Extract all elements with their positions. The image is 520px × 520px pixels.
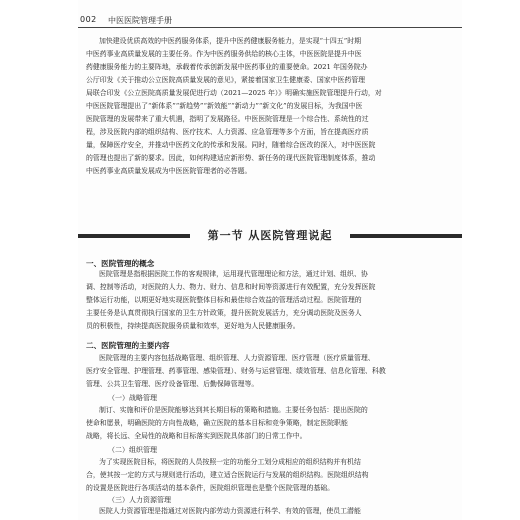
text-line: 战略，将长远、全局性的战略和目标落实到医院具体部门的日常工作中。	[86, 432, 307, 440]
text-line: 为了实现医院目标，将医院的人员按照一定的功能分工划分成相应的组织结构并有机结	[99, 458, 361, 466]
section-heading-bar	[78, 223, 462, 249]
heading-content: 二、医院管理的主要内容	[86, 341, 170, 350]
text-line: 调、控制等活动，对医院的人力、物力、财力、信息和时间等资源进行有效配置，充分发挥医院	[86, 283, 376, 291]
text-line: 整体运行功能，以期更好地实现医院整体目标和最佳综合效益的管理活动过程。医院管理的	[86, 296, 362, 304]
subheading-organization: （二）组织管理	[108, 446, 157, 454]
page-number: 002	[80, 15, 97, 24]
text-line: 公厅印发《关于推动公立医院高质量发展的意见》，紧接着国家卫生健康委、国家中医药管理	[86, 76, 366, 84]
text-line: 药健康服务能力的主要阵地，承载着传承创新发展中医药事业的重要使命。2021 年国务院办	[86, 63, 368, 71]
page-header	[78, 13, 462, 35]
section-title: 第一节 从医院管理说起	[207, 229, 333, 242]
text-line: 中医医院管理提出了“新体系”“新趋势”“新效能”“新动力”“新文化”的发展目标，为我国中医	[86, 102, 363, 110]
text-line: 员的积极性，持续提高医院服务质量和效率，更好地为人民健康服务。	[86, 322, 300, 330]
section-rule-right	[350, 234, 462, 238]
header-rule	[78, 27, 462, 28]
text-line: 局联合印发《公立医院高质量发展促进行动（2021—2025 年）》明确实施医院管理提升行动，对	[86, 89, 382, 97]
text-line: 医院管理是指根据医院工作的客观规律，运用现代管理理论和方法，通过计划、组织、协	[99, 270, 368, 278]
text-line: 中医药事业高质量发展成为中医医院管理者的必答题。	[86, 167, 252, 175]
text-line: 主要任务是认真贯彻执行国家的卫生方针政策，提升医院发展活力，充分调动医院及医务人	[86, 309, 362, 317]
text-line: 制订、实施和评价是医院能够达到其长期目标的策略和措施。主要任务包括：提出医院的	[99, 406, 368, 414]
heading-concept: 一、医院管理的概念	[86, 259, 155, 268]
text-line: 医院管理的主要内容包括战略管理、组织管理、人力资源管理、医疗管理（医疗质量管理、	[99, 354, 375, 362]
text-line: 的设置是医院进行各项活动的基本条件，医院组织管理也是整个医院管理的基础。	[86, 484, 335, 492]
text-line: 医疗安全管理、护理管理、药事管理、感染管理）、财务与运营管理、绩效管理、信息化管理、科教	[86, 367, 386, 375]
text-line: 医院管理的发展带来了重大机遇，指明了发展路径。中医医院管理是一个综合性、系统性的过	[86, 115, 369, 123]
text-line: 程，涉及医院内部的组织结构、医疗技术、人力资源、应急管理等多个方面，旨在提高医疗质	[86, 128, 369, 136]
text-line: 中医药事业高质量发展的主要任务。作为中医药服务供给的核心主体，中医医院是提升中医	[86, 50, 362, 58]
text-line: 使命和愿景，明确医院的方向性战略，确立医院的基本目标和竞争策略，制定医院职能	[86, 419, 348, 427]
text-line: 量，保障医疗安全，并推动中医药文化的传承和发展。同时，随着综合医改的深入，对中医医院	[86, 141, 376, 149]
book-title: 中医医院管理手册	[108, 16, 172, 25]
subheading-hr: （三）人力资源管理	[108, 496, 171, 504]
book-page	[78, 0, 462, 520]
text-line: 管理、公共卫生管理、医疗设备管理、后勤保障管理等。	[86, 380, 259, 388]
text-line: 医院人力资源管理是指通过对医院内部劳动力资源进行科学、有效的管理，使员工潜能	[99, 507, 361, 515]
text-line: 的管理也提出了新的要求。因此，如何构建适应新形势、新任务的现代医院管理制度体系，推动	[86, 154, 376, 162]
text-line: 加快建设优质高效的中医药服务体系，提升中医药健康服务能力，是实现“十四五”时期	[99, 37, 361, 45]
subheading-strategy: （一）战略管理	[108, 394, 157, 402]
section-rule-left	[78, 234, 190, 238]
text-line: 合，使其按一定的方式与规则进行活动，建立适合医院运行与发展的组织结构。医院组织结构	[86, 471, 369, 479]
